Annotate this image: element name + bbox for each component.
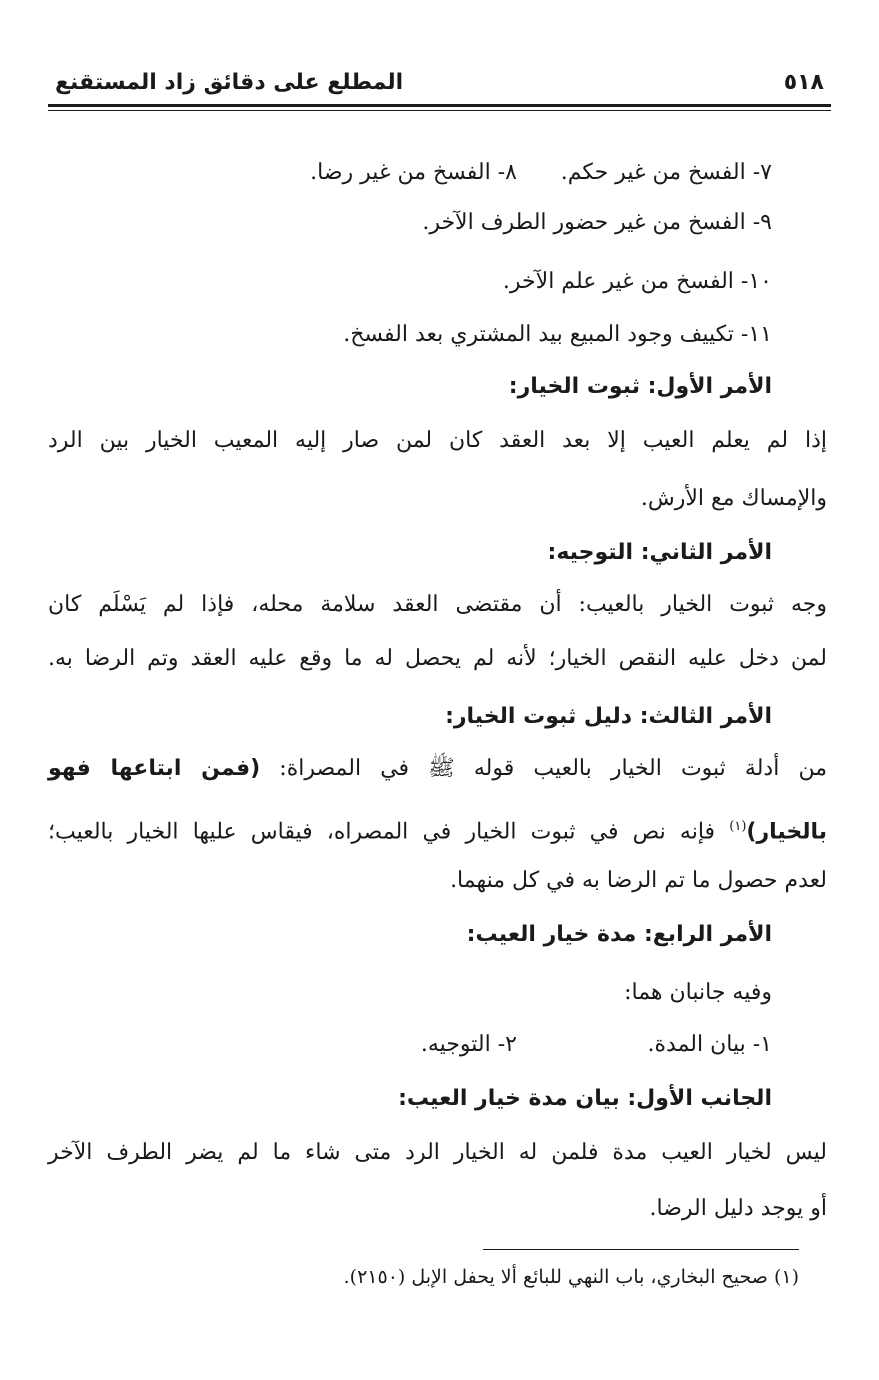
paragraph-1-line-2: والإمساك مع الأرش. [640, 486, 827, 511]
paragraph-4-line-1: وفيه جانبان هما: [624, 980, 772, 1005]
section-heading-2: الأمر الثاني: التوجيه: [547, 540, 772, 565]
paragraph-2-line-2: لمن دخل عليه النقص الخيار؛ لأنه لم يحصل له ما وقع عليه العقد وتم الرضا به. [48, 646, 827, 671]
footnote-rule [483, 1249, 799, 1250]
running-title: المطلع على دقائق زاد المستقنع [55, 70, 404, 95]
aspect-item-2: ٢- التوجيه. [420, 1032, 517, 1057]
paragraph-1-line-1: إذا لم يعلم العيب إلا بعد العقد كان لمن صار إليه المعيب الخيار بين الرد [48, 428, 827, 453]
paragraph-3-line-1 [48, 752, 827, 786]
list-item-8: ٨- الفسخ من غير رضا. [310, 160, 517, 185]
header-rule [48, 104, 831, 107]
paragraph-3-line-3: لعدم حصول ما تم الرضا به في كل منهما. [450, 868, 827, 893]
page-number: ٥١٨ [783, 70, 824, 95]
list-item-7: ٧- الفسخ من غير حكم. [560, 160, 772, 185]
section-heading-3: الأمر الثالث: دليل ثبوت الخيار: [445, 704, 772, 729]
section-heading-4: الأمر الرابع: مدة خيار العيب: [466, 922, 772, 947]
header-rule-thin [48, 110, 831, 111]
hadith-quote-end: بالخيار) [746, 819, 828, 845]
paragraph-5-line-1: ليس لخيار العيب مدة فلمن له الخيار الرد متى شاء ما لم يضر الطرف الآخر [48, 1140, 827, 1165]
aspect-item-1: ١- بيان المدة. [647, 1032, 772, 1057]
paragraph-3-text: من أدلة ثبوت الخيار بالعيب قوله ﷺ في المصراة: [260, 756, 827, 781]
list-item-10: ١٠- الفسخ من غير علم الآخر. [502, 269, 772, 294]
hadith-quote-start: (فمن ابتاعها فهو [48, 756, 261, 781]
footnote-marker: (١) [729, 819, 747, 834]
paragraph-3-line-2 [48, 810, 827, 849]
list-item-9: ٩- الفسخ من غير حضور الطرف الآخر. [422, 210, 772, 235]
section-heading-5: الجانب الأول: بيان مدة خيار العيب: [398, 1086, 772, 1111]
footnote: (١) صحيح البخاري، باب النهي للبائع ألا يحفل الإبل (٢١٥٠). [343, 1266, 799, 1288]
section-heading-1: الأمر الأول: ثبوت الخيار: [508, 374, 772, 399]
paragraph-2-line-1: وجه ثبوت الخيار بالعيب: أن مقتضى العقد سلامة محله، فإذا لم يَسْلَم كان [48, 592, 827, 617]
list-row-aspects [48, 1028, 772, 1062]
list-item-11: ١١- تكييف وجود المبيع بيد المشتري بعد الفسخ. [343, 322, 772, 347]
list-row-7-8 [48, 156, 772, 190]
paragraph-5-line-2: أو يوجد دليل الرضا. [649, 1196, 827, 1221]
paragraph-3-text-cont: فإنه نص في ثبوت الخيار في المصراه، فيقاس عليها الخيار بالعيب؛ [48, 819, 730, 845]
